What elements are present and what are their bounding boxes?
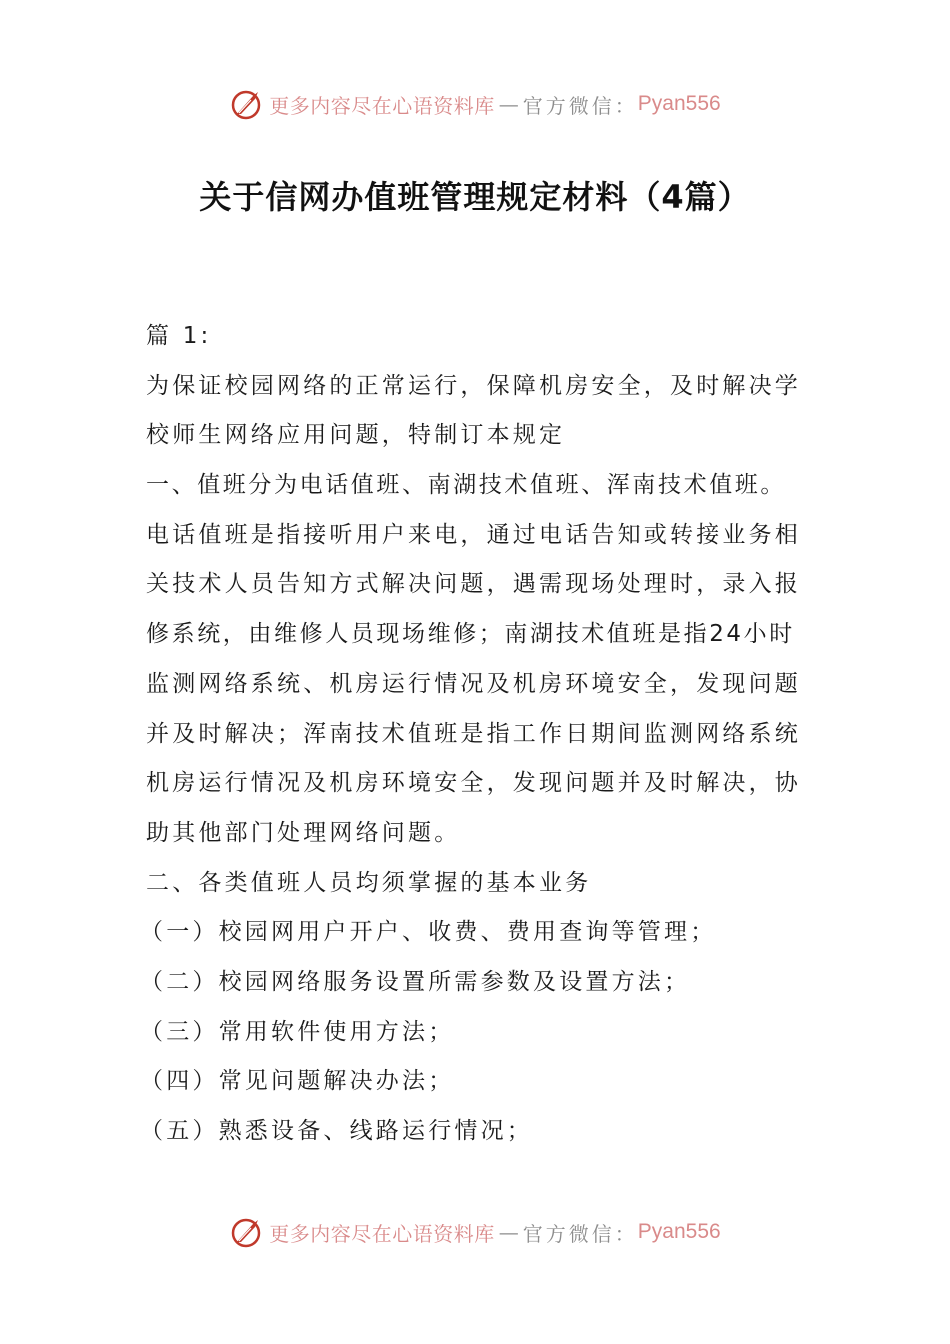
body-line: 二、各类值班人员均须掌握的基本业务 xyxy=(146,869,592,896)
body-line: 为保证校园网络的正常运行，保障机房安全，及时解决学 xyxy=(146,372,801,399)
body-line: 关技术人员告知方式解决问题，遇需现场处理时，录入报 xyxy=(146,571,801,598)
document-body xyxy=(140,312,810,1157)
banner-wechat-label: 官方微信： xyxy=(522,1221,638,1246)
banner-promo-text: 更多内容尽在心语资料库 xyxy=(269,93,495,118)
body-line: 助其他部门处理网络问题。 xyxy=(146,819,461,846)
quill-logo-icon xyxy=(229,1214,265,1250)
banner-separator: — xyxy=(498,1220,519,1244)
body-line: 监测网络系统、机房运行情况及机房环境安全，发现问题 xyxy=(146,670,801,697)
body-line: 机房运行情况及机房环境安全，发现问题并及时解决，协 xyxy=(146,770,801,797)
body-line: 并及时解决；浑南技术值班是指工作日期间监测网络系统 xyxy=(146,720,801,747)
section-heading: 篇 1: xyxy=(146,323,212,349)
banner-wechat-label: 官方微信： xyxy=(522,93,638,118)
list-item: （四）常见问题解决办法； xyxy=(140,1068,455,1095)
banner-wechat-id: Pyan556 xyxy=(637,92,721,115)
footer-watermark-banner xyxy=(0,1212,950,1252)
list-item: （一）校园网用户开户、收费、费用查询等管理； xyxy=(140,919,717,946)
body-line: 校师生网络应用问题，特制订本规定 xyxy=(146,422,566,449)
banner-promo-text: 更多内容尽在心语资料库 xyxy=(269,1221,495,1246)
body-line: 电话值班是指接听用户来电，通过电话告知或转接业务相 xyxy=(146,521,801,548)
document-title: 关于信网办值班管理规定材料（4篇） xyxy=(199,178,751,216)
body-line: 修系统，由维修人员现场维修；南湖技术值班是指24小时 xyxy=(146,621,795,648)
banner-wechat-id: Pyan556 xyxy=(637,1220,721,1243)
list-item: （二）校园网络服务设置所需参数及设置方法； xyxy=(140,968,691,995)
quill-logo-icon xyxy=(229,86,265,122)
list-item: （三）常用软件使用方法； xyxy=(140,1018,455,1045)
header-watermark-banner xyxy=(0,84,950,124)
banner-separator: — xyxy=(498,92,519,116)
list-item: （五）熟悉设备、线路运行情况； xyxy=(140,1118,533,1144)
body-line: 一、值班分为电话值班、南湖技术值班、浑南技术值班。 xyxy=(146,472,786,499)
